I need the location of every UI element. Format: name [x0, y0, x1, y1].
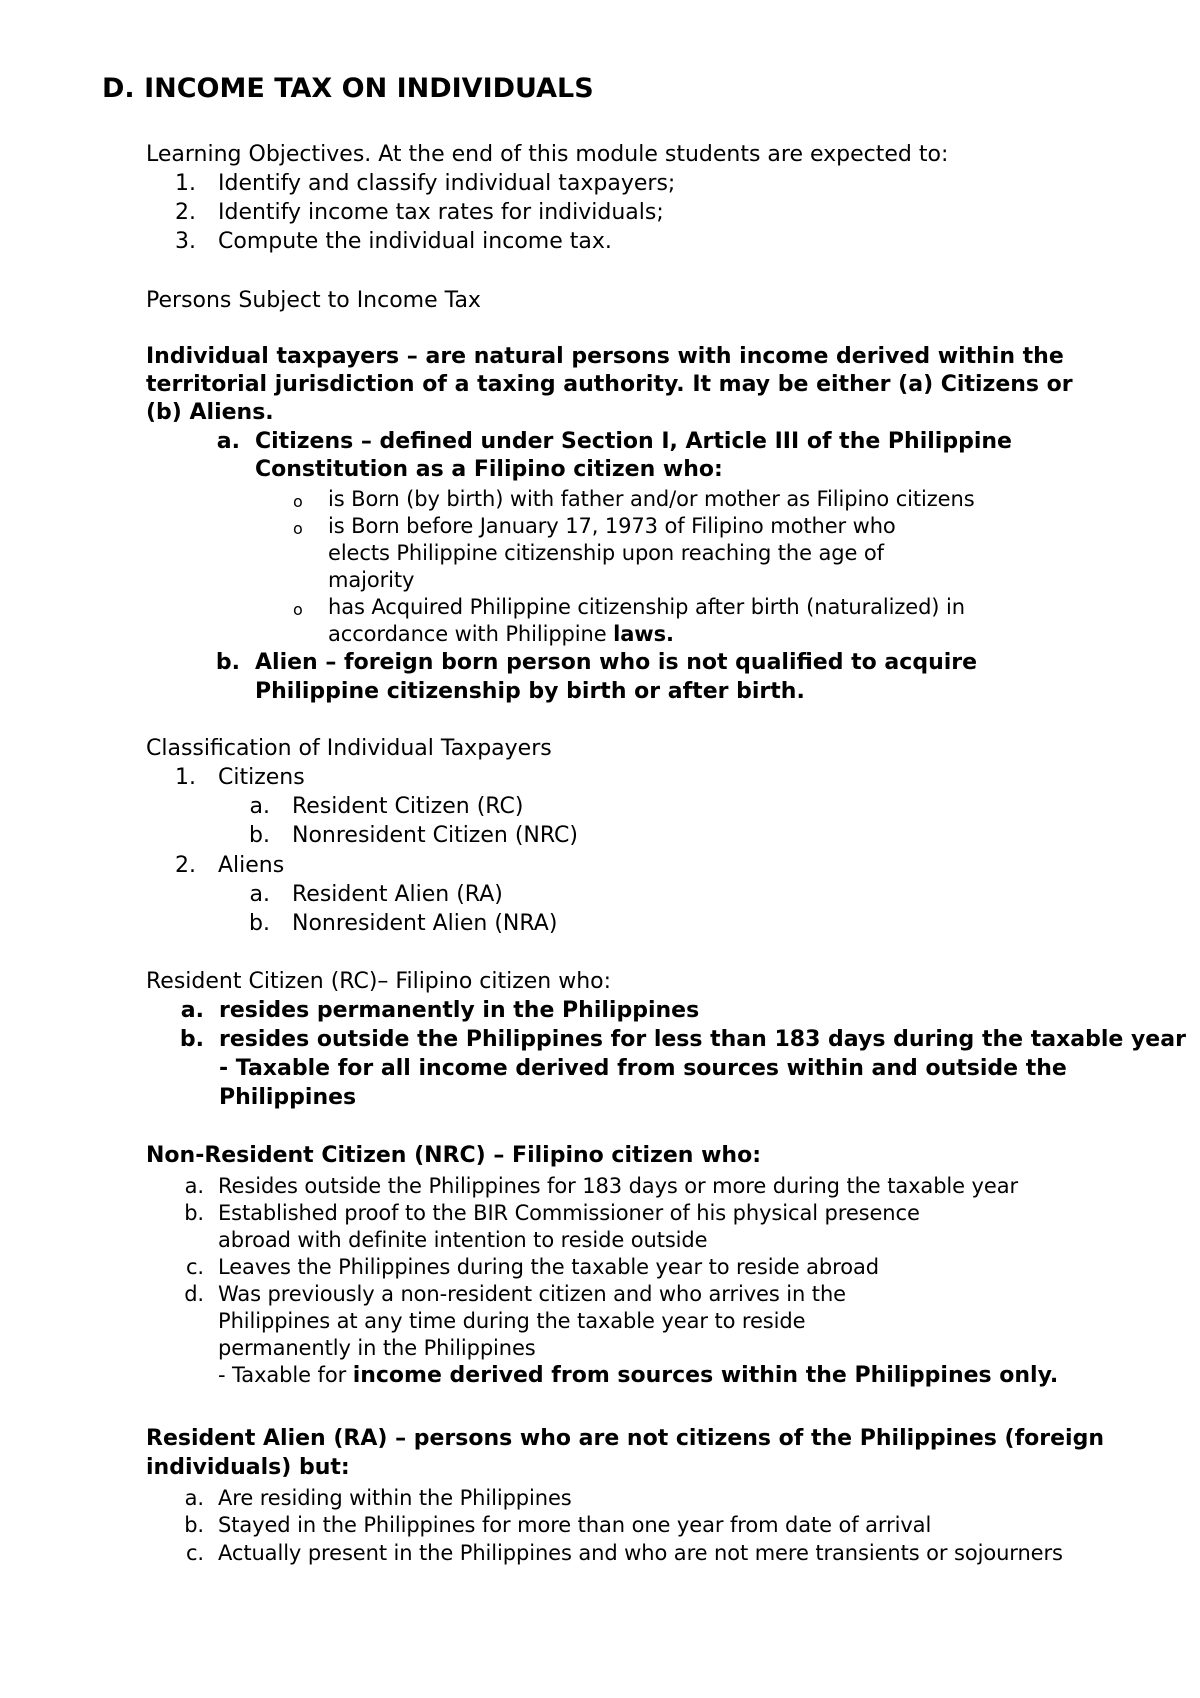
nrc-item-marker: d.	[184, 1282, 204, 1306]
persons-heading: Persons Subject to Income Tax	[146, 288, 481, 313]
nrc-item-marker: c.	[185, 1255, 204, 1279]
classification-group: Aliens	[218, 853, 285, 878]
rc-item: resides permanently in the Philippines	[219, 998, 700, 1023]
citizen-criterion: is Born before January 17, 1973 of Filipino mother who	[328, 514, 896, 538]
nrc-heading: Non-Resident Citizen (NRC) – Filipino citizen who:	[146, 1143, 762, 1168]
rc-item: resides outside the Philippines for less than 183 days during the taxable year	[219, 1027, 1186, 1052]
individual-definition-line: Individual taxpayers – are natural persons with income derived within the	[146, 344, 1064, 369]
objective-item: Identify income tax rates for individuals;	[218, 200, 664, 225]
classification-sub-marker: b.	[249, 911, 270, 936]
ra-item-marker: a.	[184, 1486, 204, 1510]
ra-item: Are residing within the Philippines	[218, 1486, 572, 1510]
alien-definition-line: Alien – foreign born person who is not qualified to acquire	[255, 650, 978, 675]
nrc-taxable-prefix: - Taxable for	[218, 1363, 353, 1387]
objective-item: Identify and classify individual taxpayers;	[218, 171, 676, 196]
bullet-icon: o	[293, 519, 303, 538]
nrc-taxable-note	[218, 1362, 1058, 1390]
ra-heading-line: Resident Alien (RA) – persons who are not citizens of the Philippines (foreign	[146, 1426, 1105, 1451]
rc-heading: Resident Citizen (RC)– Filipino citizen who:	[146, 969, 612, 994]
citizen-criterion: has Acquired Philippine citizenship after birth (naturalized) in	[328, 595, 965, 619]
individual-definition-line: territorial jurisdiction of a taxing authority. It may be either (a) Citizens or	[146, 372, 1073, 397]
ra-item-marker: b.	[184, 1513, 204, 1537]
objective-number: 2.	[175, 200, 196, 225]
classification-subtype: Nonresident Citizen (NRC)	[292, 823, 578, 848]
classification-number: 2.	[175, 853, 196, 878]
classification-subtype: Resident Alien (RA)	[292, 882, 503, 907]
nrc-item: Leaves the Philippines during the taxable year to reside abroad	[218, 1255, 879, 1279]
nrc-item-marker: b.	[184, 1201, 204, 1225]
nrc-item: Established proof to the BIR Commissioner of his physical presence	[218, 1201, 920, 1225]
nrc-taxable-bold: income derived from sources within the Philippines only.	[352, 1363, 1059, 1388]
objective-number: 1.	[175, 171, 196, 196]
classification-subtype: Resident Citizen (RC)	[292, 794, 524, 819]
objective-number: 3.	[175, 229, 196, 254]
nrc-item: abroad with definite intention to reside outside	[218, 1228, 708, 1252]
citizen-criterion: is Born (by birth) with father and/or mother as Filipino citizens	[328, 487, 975, 511]
rc-item-marker: b.	[179, 1027, 204, 1052]
nrc-item: Resides outside the Philippines for 183 days or more during the taxable year	[218, 1174, 1019, 1198]
citizen-criterion: elects Philippine citizenship upon reaching the age of	[328, 541, 884, 565]
objective-item: Compute the individual income tax.	[218, 229, 612, 254]
citizen-criterion-bold: laws.	[613, 622, 674, 646]
citizen-criterion-text: accordance with Philippine	[328, 622, 614, 646]
bullet-icon: o	[293, 600, 303, 619]
citizens-marker: a.	[216, 429, 240, 454]
classification-sub-marker: a.	[249, 882, 270, 907]
classification-sub-marker: b.	[249, 823, 270, 848]
objectives-intro: Learning Objectives. At the end of this module students are expected to:	[146, 142, 949, 167]
citizens-definition-line: Citizens – defined under Section I, Article III of the Philippine	[255, 429, 1012, 454]
rc-item: Philippines	[219, 1085, 357, 1110]
rc-item: - Taxable for all income derived from sources within and outside the	[219, 1056, 1067, 1081]
classification-number: 1.	[175, 765, 196, 790]
alien-definition-line: Philippine citizenship by birth or after birth.	[255, 679, 805, 704]
rc-item-marker: a.	[180, 998, 204, 1023]
citizen-criterion	[328, 621, 674, 647]
ra-item: Actually present in the Philippines and who are not mere transients or sojourners	[218, 1541, 1063, 1565]
classification-sub-marker: a.	[249, 794, 270, 819]
ra-item-marker: c.	[185, 1541, 204, 1565]
nrc-item: Philippines at any time during the taxable year to reside	[218, 1309, 806, 1333]
page-title: D. INCOME TAX ON INDIVIDUALS	[102, 73, 594, 104]
nrc-item: Was previously a non-resident citizen and who arrives in the	[218, 1282, 846, 1306]
citizens-definition-line: Constitution as a Filipino citizen who:	[255, 457, 723, 482]
ra-item: Stayed in the Philippines for more than one year from date of arrival	[218, 1513, 932, 1537]
ra-heading-line: individuals) but:	[146, 1455, 350, 1480]
bullet-icon: o	[293, 492, 303, 511]
citizen-criterion: majority	[328, 568, 415, 592]
alien-marker: b.	[215, 650, 240, 675]
classification-group: Citizens	[218, 765, 305, 790]
classification-heading: Classification of Individual Taxpayers	[146, 736, 552, 761]
classification-subtype: Nonresident Alien (NRA)	[292, 911, 558, 936]
nrc-item: permanently in the Philippines	[218, 1336, 536, 1360]
individual-definition-line: (b) Aliens.	[146, 400, 274, 425]
nrc-item-marker: a.	[184, 1174, 204, 1198]
